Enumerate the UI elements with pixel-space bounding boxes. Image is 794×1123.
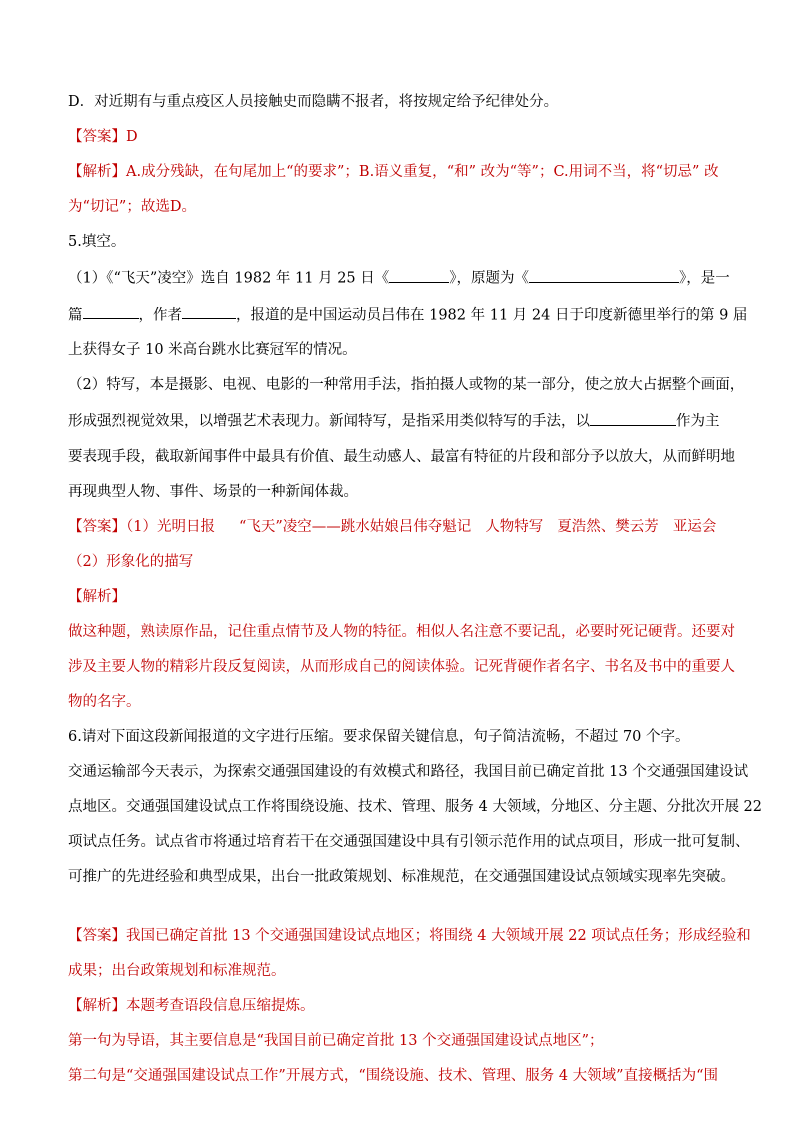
- analysis-tag: 【解析】: [68, 164, 126, 180]
- q5-p2-line-1: （2）特写，本是摄影、电视、电影的一种常用手法，指拍摄人或物的某一部分，使之放大占据整个画面，: [68, 377, 745, 393]
- q5-analysis-line-3: 物的名字。: [68, 693, 141, 710]
- q6-analysis-line-3: 第二句是“交通强国建设试点工作”开展方式，“围绕设施、技术、管理、服务 4 大领域”直接概括为“围: [68, 1067, 719, 1084]
- q5-p2-line-2: 形成强烈视觉效果，以增强艺术表现力。新闻特写，是指采用类似特写的手法，以 作为主: [68, 410, 728, 433]
- fill-blank: [83, 304, 139, 320]
- q6-passage-line-2: 点地区。交通强国建设试点工作将围绕设施、技术、管理、服务 4 大领域，分地区、分主题、分批次开展 22: [68, 798, 762, 815]
- answer-value: D: [126, 129, 138, 145]
- option-d: D．对近期有与重点疫区人员接触史而隐瞒不报者，将按规定给予纪律处分。: [68, 94, 559, 110]
- q6-answer-line-1: 【答案】我国已确定首批 13 个交通强国建设试点地区；将围绕 4 大领域开展 22 项试点任务；形成经验和: [68, 927, 751, 944]
- answer-tag: 【答案】: [68, 129, 126, 145]
- q5-p2-line-4: 再现典型人物、事件、场景的一种新闻体裁。: [68, 483, 358, 500]
- fill-blank: [389, 267, 449, 283]
- q5-analysis-line-2: 涉及主要人物的精彩片段反复阅读，从而形成自己的阅读体验。记死背硬作者名字、书名及书中的重要人: [68, 658, 735, 675]
- q6-passage-line-1: 交通运输部今天表示，为探索交通强国建设的有效模式和路径，我国目前已确定首批 13 个交通强国建设试: [68, 763, 749, 780]
- q6-title: 6.请对下面这段新闻报道的文字进行压缩。要求保留关键信息，句子简洁流畅，不超过 70 个字。: [68, 728, 690, 745]
- q6-answer-line-2: 成果；出台政策规划和标准规范。: [68, 962, 286, 979]
- q5-p1-line-2: 篇 ，作者 ，报道的是中国运动员吕伟在 1982 年 11 月 24 日于印度新德里举行的第 9 届: [68, 304, 728, 327]
- q6-passage-line-4: 可推广的先进经验和典型成果，出台一批政策规划、标准规范，在交通强国建设试点领域实现率先突破。: [68, 868, 735, 885]
- q5-answer-line-1: 【答案】（1）光明日报 “飞天”凌空——跳水姑娘吕伟夺魁记 人物特写 夏浩然、樊云芳 亚运会: [68, 518, 717, 535]
- answer-tag: 【答案】: [68, 518, 126, 535]
- q5-p1-line-1: （1）《“飞天”凌空》选自 1982 年 11 月 25 日《 》，原题为《 》，是一: [68, 267, 728, 290]
- q5-analysis-tag: 【解析】: [68, 588, 126, 605]
- fill-blank: [529, 267, 679, 283]
- analysis-tag: 【解析】: [68, 997, 126, 1014]
- q5-p2-line-3: 要表现手段，截取新闻事件中最具有价值、最生动感人、最富有特征的片段和部分予以放大，从而鲜明地: [68, 448, 735, 465]
- answer-tag: 【答案】: [68, 927, 126, 944]
- q5-title: 5.填空。: [68, 234, 126, 250]
- q5-analysis-line-1: 做这种题，熟读原作品，记住重点情节及人物的特征。相似人名注意不要记乱，必要时死记硬背。还要对: [68, 623, 735, 640]
- q5-answer-line-2: （2）形象化的描写: [68, 553, 194, 570]
- document-page: [68, 92, 762, 1087]
- q5-p1-line-3: 上获得女子 10 米高台跳水比赛冠军的情况。: [68, 342, 357, 358]
- q6-analysis-line-2: 第一句为导语，其主要信息是“我国目前已确定首批 13 个交通强国建设试点地区”；: [68, 1032, 604, 1049]
- q4-answer: [68, 127, 728, 148]
- q4-analysis-line-1: 【解析】A.成分残缺，在句尾加上“的要求”；B.语义重复，“和” 改为“等”；C.用词不当，将“切忌” 改: [68, 164, 719, 180]
- fill-blank: [590, 410, 676, 426]
- q4-analysis-line-2: 为“切记”；故选D。: [68, 199, 196, 215]
- q6-passage-line-3: 项试点任务。试点省市将通过培育若干在交通强国建设中具有引领示范作用的试点项目，形成一批可复制、: [68, 833, 750, 850]
- q6-analysis-line-1: 【解析】本题考查语段信息压缩提炼。: [68, 997, 315, 1014]
- fill-blank: [182, 304, 236, 320]
